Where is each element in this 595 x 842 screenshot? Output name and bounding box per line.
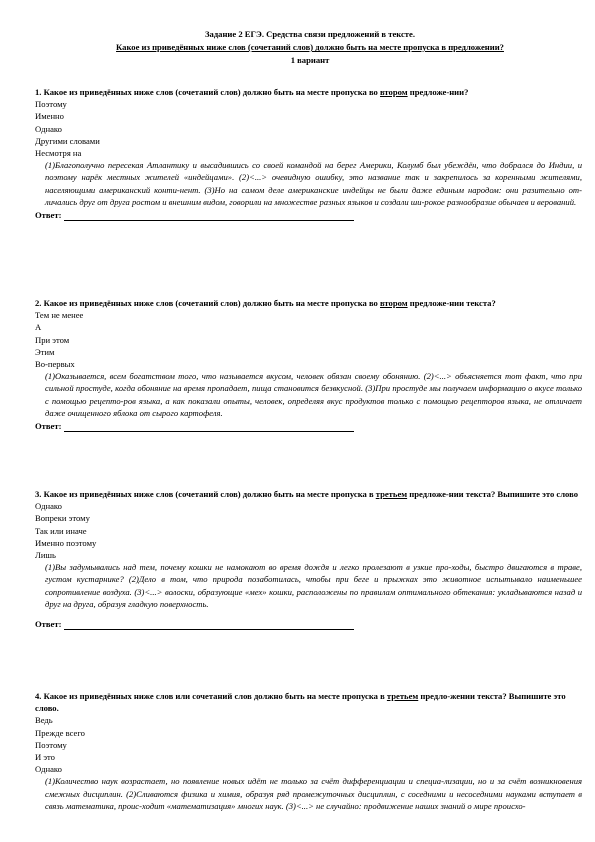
answer-label: Ответ:	[35, 619, 62, 630]
answer-label: Ответ:	[35, 210, 62, 221]
option: Поэтому	[35, 739, 67, 750]
options-list	[35, 309, 582, 370]
option: А	[35, 322, 42, 333]
variant-label: 1 вариант	[290, 55, 330, 65]
option: Лишь	[35, 550, 56, 561]
option: И это	[35, 752, 55, 763]
option: Во-первых	[35, 359, 75, 370]
option: Тем не менее	[35, 310, 84, 321]
answer-label: Ответ:	[35, 421, 62, 432]
answer-row	[35, 420, 582, 432]
answer-field[interactable]	[64, 620, 354, 630]
option: Так или иначе	[35, 525, 87, 536]
question-title: 2. Какое из приведённых ниже слов (сочетаний слов) должно быть на месте пропуска во втором предложе-нии текста?	[35, 298, 496, 308]
answer-row	[35, 209, 582, 221]
task-question: Какое из приведённых ниже слов (сочетаний слов) должно быть на месте пропуска в предложении?	[116, 42, 504, 52]
option: Прежде всего	[35, 727, 85, 738]
option: При этом	[35, 334, 70, 345]
passage: (1)Оказывается, всем богатством того, что называется вкусом, человек обязан своему обонянию. (2)<...> объясняется тот факт, что при сильной простуде, когда обоняние на время пропадает, пища становится безвкусной. (3)При простуде мы получаем информацию о вкусе только с помощью рецепто-ров языка, а как показали опыты, человек, определяя вкус продуктов только с помощью рецепторов языка, не отличает даже очищенного яблока от сырого картофеля.	[45, 371, 582, 418]
option: Однако	[35, 123, 62, 134]
answer-field[interactable]	[64, 422, 354, 432]
option: Несмотря на	[35, 148, 82, 159]
option: Поэтому	[35, 99, 67, 110]
question-title: 3. Какое из приведённых ниже слов (сочетаний слов) должно быть на месте пропуска в третьем предложе-нии текста? Выпишите это слово	[35, 489, 579, 499]
passage: (1)Количество наук возрастает, но появление новых идёт не только за счёт дифференциации и специа-лизации, но и за счёт возникновения смежных дисциплин. (2)Сливаются физика и химия, образуя ряд промежуточных дисциплин, с соседними и несоседними науками вступает в связь математика, проис-ходит «математизация» многих наук. (3)<...> не случайно: продвижение наших знаний о мире происхо-	[45, 776, 582, 811]
option: Именно	[35, 111, 64, 122]
question-title: 4. Какое из приведённых ниже слов или сочетаний слов должно быть на месте пропуска в третьем предло-жении текста? Выпишите это слово.	[35, 691, 566, 714]
option: Этим	[35, 346, 55, 357]
option: Однако	[35, 501, 62, 512]
option: Ведь	[35, 715, 53, 726]
question-3	[35, 488, 582, 630]
option: Другими словами	[35, 135, 100, 146]
answer-row	[35, 618, 582, 630]
answer-field[interactable]	[64, 211, 354, 221]
task-title: Задание 2 ЕГЭ. Средства связи предложений в тексте.	[205, 29, 415, 39]
question-1	[35, 86, 582, 221]
option: Вопреки этому	[35, 513, 90, 524]
options-list	[35, 98, 582, 159]
options-list	[35, 714, 582, 775]
options-list	[35, 500, 582, 561]
passage: (1)Вы задумывались над тем, почему кошки не намокают во время дождя и легко пролезают в узкие про-ходы, быстро двигаются в траве, густом кустарнике? (2)Дело в том, что природа позаботилась, чтобы при беге и прыжках это животное испытывало наименьшее сопротивление воздуха. (3)<...> волоски, образующие «мех» кошки, расположены по правилам оптимального обтекания: укладываются назад и друг на друга, образуя гладкую поверхность.	[45, 562, 582, 609]
passage: (1)Благополучно пересекая Атлантику и высадившись со своей командой на берег Америки, Колумб был убеждён, что добрался до Индии, и поэтому нарёк местных жителей «индейцами». (2)<...> очевидную ошибку, это название так и закрепилось за коренными жителями, населяющими американский конти-нент. (3)Но на самом деле американские индейцы не были даже единым народом: они разительно от-личались друг от друга ростом и внешним видом, говорили на множестве разных языков и создали ши-рокое разнообразие обычаев и верований.	[45, 160, 582, 207]
option: Именно поэтому	[35, 537, 97, 548]
question-title: 1. Какое из приведённых ниже слов (сочетаний слов) должно быть на месте пропуска во втором предложе-нии?	[35, 87, 469, 97]
question-2	[35, 297, 582, 432]
question-4	[35, 690, 582, 812]
option: Однако	[35, 764, 62, 775]
